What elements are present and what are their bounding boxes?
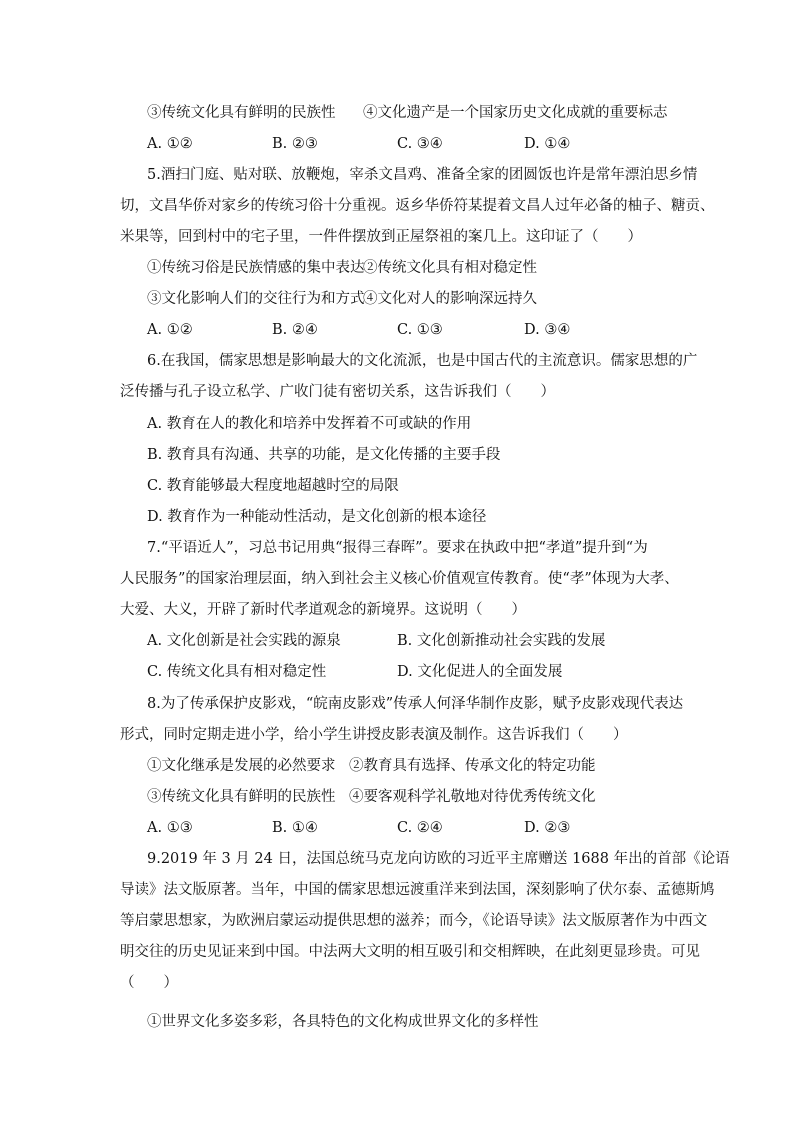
q7-option-b: B. 文化创新推动社会实践的发展: [397, 633, 606, 649]
q7-stem-line-2: 人民服务”的国家治理层面，纳入到社会主义核心价值观宣传教育。使“孝”体现为大孝、: [120, 571, 679, 587]
q5-choice-c: C. ①③: [397, 322, 443, 338]
q4-option-4: ④文化遗产是一个国家历史文化成就的重要标志: [363, 105, 668, 121]
q4-choice-b: B. ②③: [272, 136, 318, 152]
q5-option-4: ④文化对人的影响深远持久: [363, 291, 537, 307]
q8-option-1: ①文化继承是发展的必然要求: [147, 758, 336, 774]
q9-stem-line-4: 明交往的历史见证来到中国。中法两大文明的相互吸引和交相辉映，在此刻更显珍贵。可见: [120, 944, 700, 960]
q5-stem-line-3: 米果等，回到村中的宅子里，一件件摆放到正屋祭祖的案几上。这印证了（ ）: [120, 229, 642, 245]
q9-stem-line-1: 9.2019 年 3 月 24 日，法国总统马克龙向访欧的习近平主席赠送 1688 年出的首部《论语: [147, 851, 730, 867]
q4-choice-a: A. ①②: [147, 136, 193, 152]
q8-option-3: ③传统文化具有鲜明的民族性: [147, 789, 336, 805]
q8-stem-line-1: 8.为了传承保护皮影戏，“皖南皮影戏”传承人何泽华制作皮影，赋予皮影戏现代表达: [147, 696, 684, 712]
q8-option-4: ④要客观科学礼敬地对待优秀传统文化: [349, 789, 596, 805]
q7-option-d: D. 文化促进人的全面发展: [397, 664, 563, 680]
q8-choice-c: C. ②④: [397, 820, 443, 836]
q5-stem-line-1: 5.酒扫门庭、贴对联、放鞭炮，宰杀文昌鸡、准备全家的团圆饭也许是常年漂泊思乡情: [147, 167, 698, 183]
q9-stem-line-2: 导读》法文版原著。当年，中国的儒家思想远渡重洋来到法国，深刻影响了伏尔泰、孟德斯鸠: [120, 882, 715, 898]
q5-choice-d: D. ③④: [524, 322, 571, 338]
q6-option-c: C. 教育能够最大程度地超越时空的局限: [147, 478, 399, 494]
q8-choice-d: D. ②③: [524, 820, 571, 836]
q7-option-c: C. 传统文化具有相对稳定性: [147, 664, 327, 680]
q6-option-a: A. 教育在人的教化和培养中发挥着不可或缺的作用: [147, 416, 472, 432]
q9-stem-line-3: 等启蒙思想家，为欧洲启蒙运动提供思想的滋养；而今，《论语导读》法文版原著作为中西文: [120, 913, 708, 929]
q6-stem-line-2: 泛传播与孔子设立私学、广收门徒有密切关系，这告诉我们（ ）: [120, 384, 555, 400]
q6-stem-line-1: 6.在我国，儒家思想是影响最大的文化流派，也是中国古代的主流意识。儒家思想的广: [147, 353, 698, 369]
q5-stem-line-2: 切，文昌华侨对家乡的传统习俗十分重视。返乡华侨符某提着文昌人过年必备的柚子、糖贡、: [120, 198, 715, 214]
q4-option-3: ③传统文化具有鲜明的民族性: [147, 105, 336, 121]
q8-option-2: ②教育具有选择、传承文化的特定功能: [349, 758, 596, 774]
q7-stem-line-3: 大爱、大义，开辟了新时代孝道观念的新境界。这说明（ ）: [120, 602, 526, 618]
q5-option-3: ③文化影响人们的交往行为和方式: [147, 291, 365, 307]
q7-option-a: A. 文化创新是社会实践的源泉: [147, 633, 341, 649]
q5-option-1: ①传统习俗是民族情感的集中表达: [147, 260, 365, 276]
q7-stem-line-1: 7.“平语近人”，习总书记用典“报得三春晖”。要求在执政中把“孝道”提升到“为: [147, 540, 648, 556]
q5-option-2: ②传统文化具有相对稳定性: [363, 260, 537, 276]
q6-option-b: B. 教育具有沟通、共享的功能，是文化传播的主要手段: [147, 447, 501, 463]
q8-choice-a: A. ①③: [147, 820, 193, 836]
q8-stem-line-2: 形式，同时定期走进小学，给小学生讲授皮影表演及制作。这告诉我们（ ）: [120, 727, 628, 743]
q8-choice-b: B. ①④: [272, 820, 318, 836]
q5-choice-a: A. ①②: [147, 322, 193, 338]
q9-option-1: ①世界文化多姿多彩，各具特色的文化构成世界文化的多样性: [147, 1014, 539, 1030]
q4-choice-d: D. ①④: [524, 136, 571, 152]
q6-option-d: D. 教育作为一种能动性活动，是文化创新的根本途径: [147, 509, 487, 525]
q5-choice-b: B. ②④: [272, 322, 318, 338]
q9-stem-line-5: （ ）: [120, 975, 178, 991]
q4-choice-c: C. ③④: [397, 136, 443, 152]
